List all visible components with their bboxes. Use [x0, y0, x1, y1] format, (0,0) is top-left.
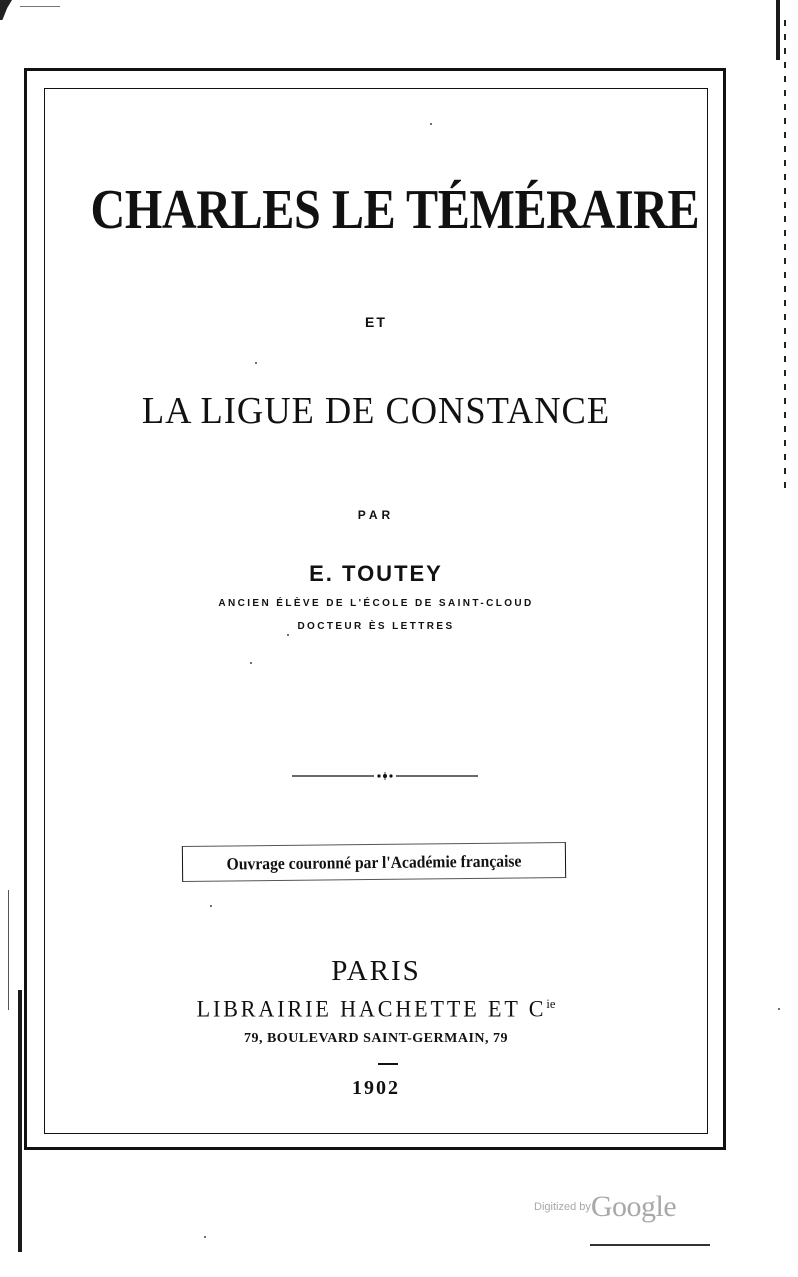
- author-credential-1: ANCIEN ÉLÈVE DE L'ÉCOLE DE SAINT-CLOUD: [218, 598, 534, 609]
- imprint-dash: [378, 1063, 398, 1065]
- scan-artifact-corner: [0, 0, 12, 20]
- ornamental-rule-icon: [292, 770, 478, 782]
- scan-artifact-left-edge: [18, 990, 22, 1252]
- author-credential-2: DOCTEUR ÈS LETTRES: [297, 621, 455, 632]
- imprint-publisher-name: LIBRAIRIE HACHETTE ET C: [196, 996, 547, 1022]
- author-name: E. TOUTEY: [309, 561, 443, 586]
- scan-artifact-bottom-line: [590, 1244, 710, 1246]
- byline-par: PAR: [357, 508, 395, 522]
- book-title: CHARLES LE TÉMÉRAIRE: [90, 179, 700, 241]
- imprint-year: 1902: [352, 1077, 400, 1099]
- imprint-address: 79, BOULEVARD SAINT-GERMAIN, 79: [243, 1031, 509, 1046]
- watermark-prefix: Digitized by: [534, 1201, 591, 1213]
- scan-speck: [204, 1236, 206, 1238]
- imprint-publisher-suffix: ie: [546, 996, 556, 1011]
- scan-artifact-left-thin-edge: [8, 890, 9, 1010]
- scan-artifact-right-edge: [776, 0, 780, 60]
- title-conjunction: ET: [365, 314, 387, 330]
- scan-artifact-right-thin-edge: [784, 20, 786, 490]
- award-label-box: [182, 842, 566, 882]
- award-text: Ouvrage couronné par l'Académie française: [226, 851, 522, 874]
- scan-speck: [778, 1008, 780, 1010]
- imprint-publisher: [57, 996, 694, 1023]
- book-subtitle: LA LIGUE DE CONSTANCE: [141, 390, 611, 432]
- digitization-watermark: [534, 1190, 676, 1224]
- scan-artifact-top-line: [20, 6, 60, 7]
- imprint-city: PARIS: [331, 955, 421, 987]
- watermark-brand: Google: [590, 1190, 677, 1223]
